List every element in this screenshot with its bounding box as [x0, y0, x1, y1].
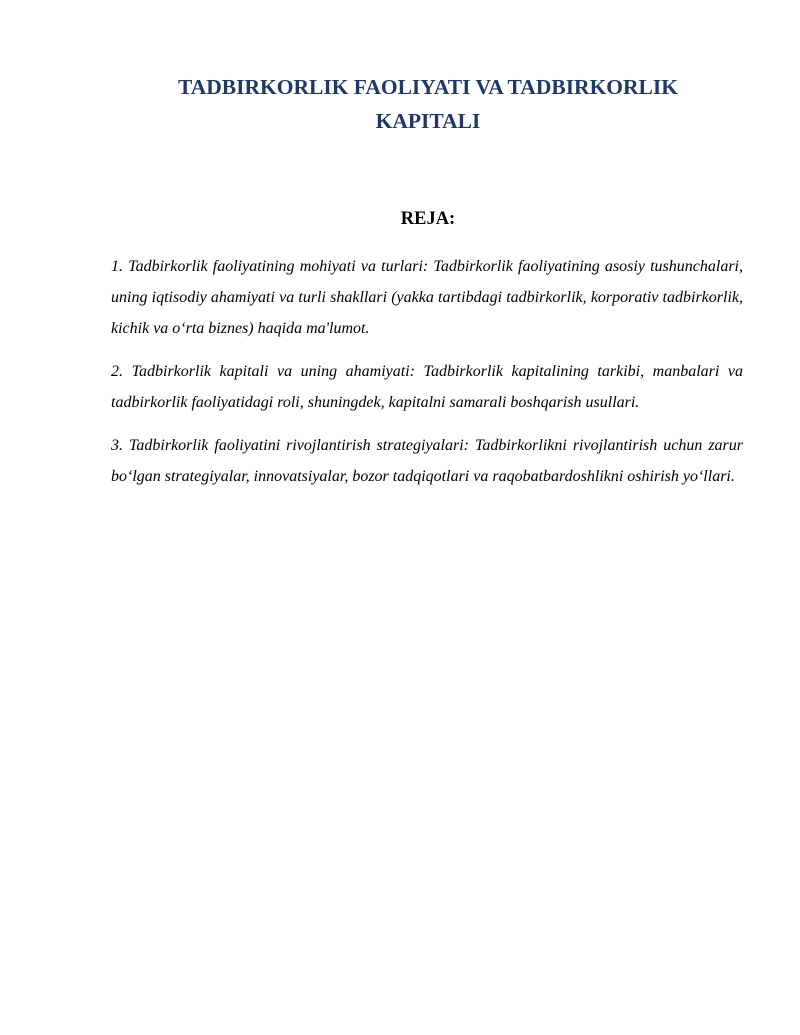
plan-item-3: 3. Tadbirkorlik faoliyatini rivojlantirish strategiyalari: Tadbirkorlikni rivojlantirish uchun zarur bo‘lgan strategiyalar, innovatsiyalar, bozor tadqiqotlari va raqobatbardoshlikni oshirish yo‘llari. — [111, 437, 743, 485]
plan-list — [111, 251, 743, 504]
document-title — [110, 70, 746, 138]
title-line-2: KAPITALI — [375, 109, 481, 133]
plan-item-2: 2. Tadbirkorlik kapitali va uning ahamiyati: Tadbirkorlik kapitalining tarkibi, manbalari va tadbirkorlik faoliyatidagi roli, shuningdek, kapitalni samarali boshqarish usullari. — [111, 363, 743, 411]
section-heading: REJA: — [400, 209, 456, 229]
title-line-1: TADBIRKORLIK FAOLIYATI VA TADBIRKORLIK — [177, 75, 678, 99]
plan-item-1: 1. Tadbirkorlik faoliyatining mohiyati va turlari: Tadbirkorlik faoliyatining asosiy tushunchalari, uning iqtisodiy ahamiyati va turli shakllari (yakka tartibdagi tadbirkorlik, korporativ tadbirkorlik, kichik va o‘rta biznes) haqida ma'lumot. — [111, 258, 743, 337]
